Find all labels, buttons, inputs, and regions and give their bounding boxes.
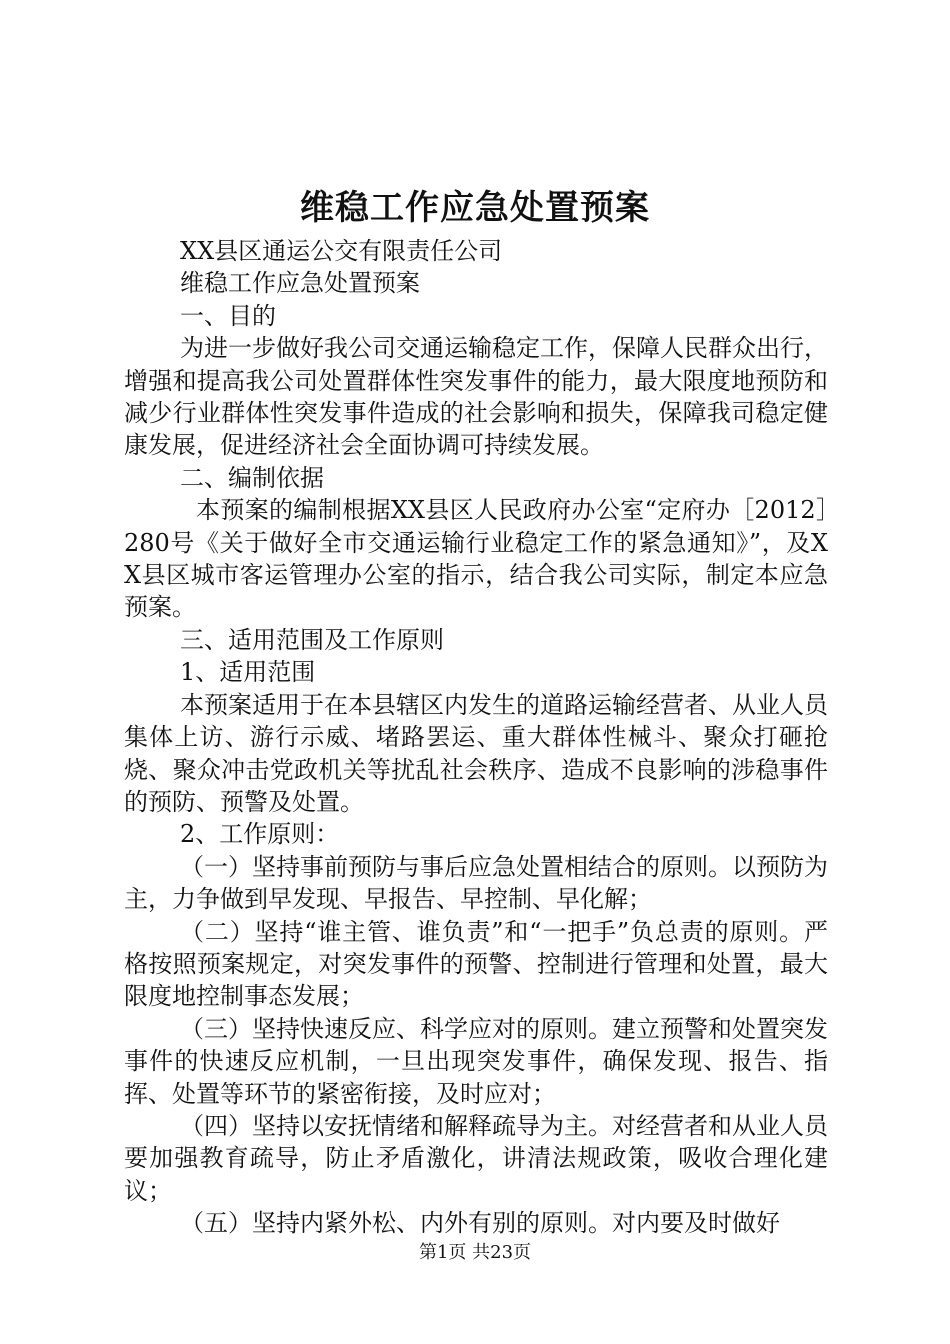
principle-item-3: （三）坚持快速反应、科学应对的原则。建立预警和处置突发事件的快速反应机制，一旦出现突发事件，确保发现、报告、指挥、处置等环节的紧密衔接，及时应对； [124,1014,828,1108]
page-number-footer: 第1页 共23页 [418,1242,532,1263]
principle-item-1: （一）坚持事前预防与事后应急处置相结合的原则。以预防为主，力争做到早发现、早报告、早控制、早化解； [124,852,828,914]
principle-item-2: （二）坚持“谁主管、谁负责”和“一把手”负总责的原则。严格按照预案规定，对突发事件的预警、控制进行管理和处置，最大限度地控制事态发展； [124,917,828,1011]
principle-item-4: （四）坚持以安抚情绪和解释疏导为主。对经营者和从业人员要加强教育疏导，防止矛盾激化，讲清法规政策，吸收合理化建议； [124,1111,828,1205]
company-name-line: XX县区通运公交有限责任公司 [180,237,503,265]
document-title: 维稳工作应急处置预案 [300,188,650,228]
plan-name-line: 维稳工作应急处置预案 [180,269,420,298]
subheading-scope: 1、适用范围 [180,658,316,687]
paragraph-scope: 本预案适用于在本县辖区内发生的道路运输经营者、从业人员集体上访、游行示威、堵路罢运、重大群体性械斗、聚众打砸抢烧、聚众冲击党政机关等扰乱社会秩序、造成不良影响的涉稳事件的预防、预警及处置。 [124,690,828,816]
section-heading-basis: 二、编制依据 [180,463,324,492]
subheading-principles: 2、工作原则： [180,820,340,849]
principle-item-5: （五）坚持内紧外松、内外有别的原则。对内要及时做好 [180,1209,780,1238]
section-heading-purpose: 一、目的 [180,301,276,330]
paragraph-basis: 本预案的编制根据XX县区人民政府办公室“定府办［2012］280号《关于做好全市交通运输行业稳定工作的紧急通知》”，及XX县区城市客运管理办公室的指示，结合我公司实际，制定本应急预案。 [124,496,828,622]
section-heading-scope-principles: 三、适用范围及工作原则 [180,625,444,654]
paragraph-purpose: 为进一步做好我公司交通运输稳定工作，保障人民群众出行，增强和提高我公司处置群体性突发事件的能力，最大限度地预防和减少行业群体性突发事件造成的社会影响和损失，保障我司稳定健康发展，促进经济社会全面协调可持续发展。 [124,334,828,460]
document-body [124,235,828,1240]
